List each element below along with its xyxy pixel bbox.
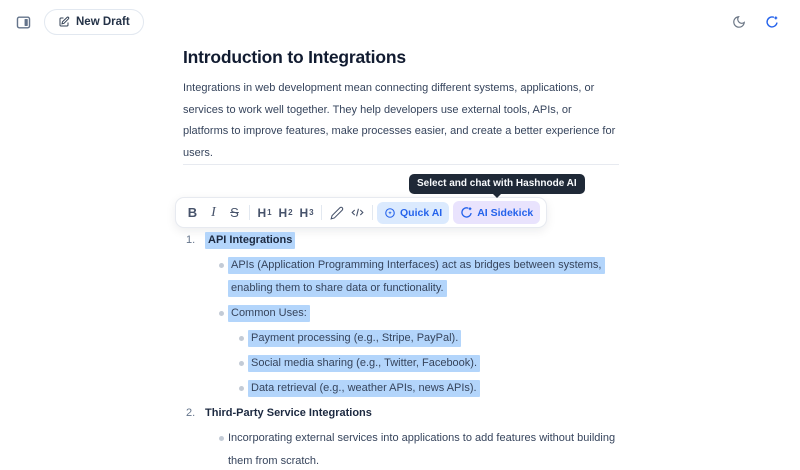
list-item-2[interactable] [183,402,619,425]
dark-mode-toggle-button[interactable] [730,13,748,31]
list-item-1-bullet-1[interactable] [183,254,619,300]
floating-toolbar-area [183,178,619,227]
code-icon [350,205,365,220]
bullet-icon [239,336,244,341]
strikethrough-button[interactable] [225,202,244,224]
heading-3-button[interactable] [297,202,316,224]
quick-ai-label: Quick AI [400,206,443,219]
new-draft-icon [58,16,70,28]
heading-2-button[interactable] [276,202,295,224]
heading-1-label: H [257,205,267,220]
toolbar-separator [249,205,250,220]
quick-ai-button[interactable] [377,202,449,224]
top-bar-right [730,13,787,31]
list-item-title-selected: API Integrations [205,232,295,249]
list-item-2-bullet-1[interactable] [183,427,619,470]
list-item-1[interactable] [183,229,619,252]
ai-tooltip-text: Select and chat with Hashnode AI [417,178,577,189]
quick-ai-icon [384,207,396,219]
code-button[interactable] [348,202,367,224]
heading-1-button[interactable] [255,202,274,224]
toolbar-separator [321,205,322,220]
ai-shortcut-icon [765,15,779,29]
new-draft-label: New Draft [76,16,130,28]
tooltip-arrow [493,194,501,202]
list-item-1-subbullet-2[interactable] [183,352,619,375]
list-item-1-subbullet-1[interactable] [183,327,619,350]
list-number: 1. [186,234,196,246]
top-bar-left [13,9,144,35]
heading-3-label: H [299,205,309,220]
heading-3-sub: 3 [309,207,314,217]
bullet-text: Incorporating external services into applications to add features without building them from scratch. [228,432,616,467]
heading-2-label: H [278,205,288,220]
ai-sidekick-shortcut-button[interactable] [763,13,781,31]
highlight-icon [330,206,344,220]
highlight-button[interactable] [327,202,346,224]
moon-icon [732,15,746,29]
document-title[interactable]: Introduction to Integrations [183,47,406,67]
intro-paragraph[interactable]: Integrations in web development mean connecting different systems, applications, or services to work well together. They help developers use external tools, APIs, or platforms to improve features, make processes easier, and create a better experience for users. [183,82,616,159]
bold-button[interactable]: B [183,202,202,224]
bullet-text-selected: APIs (Application Programming Interfaces) act as bridges between systems, enabling them to share data or functionality. [228,257,605,297]
strikethrough-label: S [230,205,239,220]
subbullet-text-selected: Social media sharing (e.g., Twitter, Facebook). [248,355,480,372]
bullet-icon [219,263,224,268]
ai-sidekick-icon [460,206,473,219]
bullet-icon [239,361,244,366]
formatting-toolbar [175,197,547,228]
toolbar-separator [372,205,373,220]
bullet-icon [239,386,244,391]
ai-sidekick-button[interactable] [453,201,540,224]
new-draft-button[interactable] [44,9,144,35]
bullet-icon [219,311,224,316]
list-item-1-subbullet-3[interactable] [183,377,619,400]
bullet-text-selected: Common Uses: [228,305,310,322]
divider [183,164,619,165]
heading-1-sub: 1 [267,207,272,217]
bullet-icon [219,436,224,441]
list-number: 2. [186,407,196,419]
ai-tooltip [409,174,585,194]
sidebar-toggle-button[interactable] [13,12,34,33]
subbullet-text-selected: Payment processing (e.g., Stripe, PayPal). [248,330,461,347]
numbered-list [183,229,619,470]
editor-canvas [183,45,619,470]
italic-button[interactable]: I [204,202,223,224]
sidebar-toggle-icon [15,14,32,31]
subbullet-text-selected: Data retrieval (e.g., weather APIs, news APIs). [248,380,480,397]
heading-2-sub: 2 [288,207,293,217]
top-bar [0,0,800,44]
list-item-1-bullet-2[interactable] [183,302,619,325]
list-item-title: Third-Party Service Integrations [205,407,372,419]
ai-sidekick-label: AI Sidekick [477,206,534,219]
